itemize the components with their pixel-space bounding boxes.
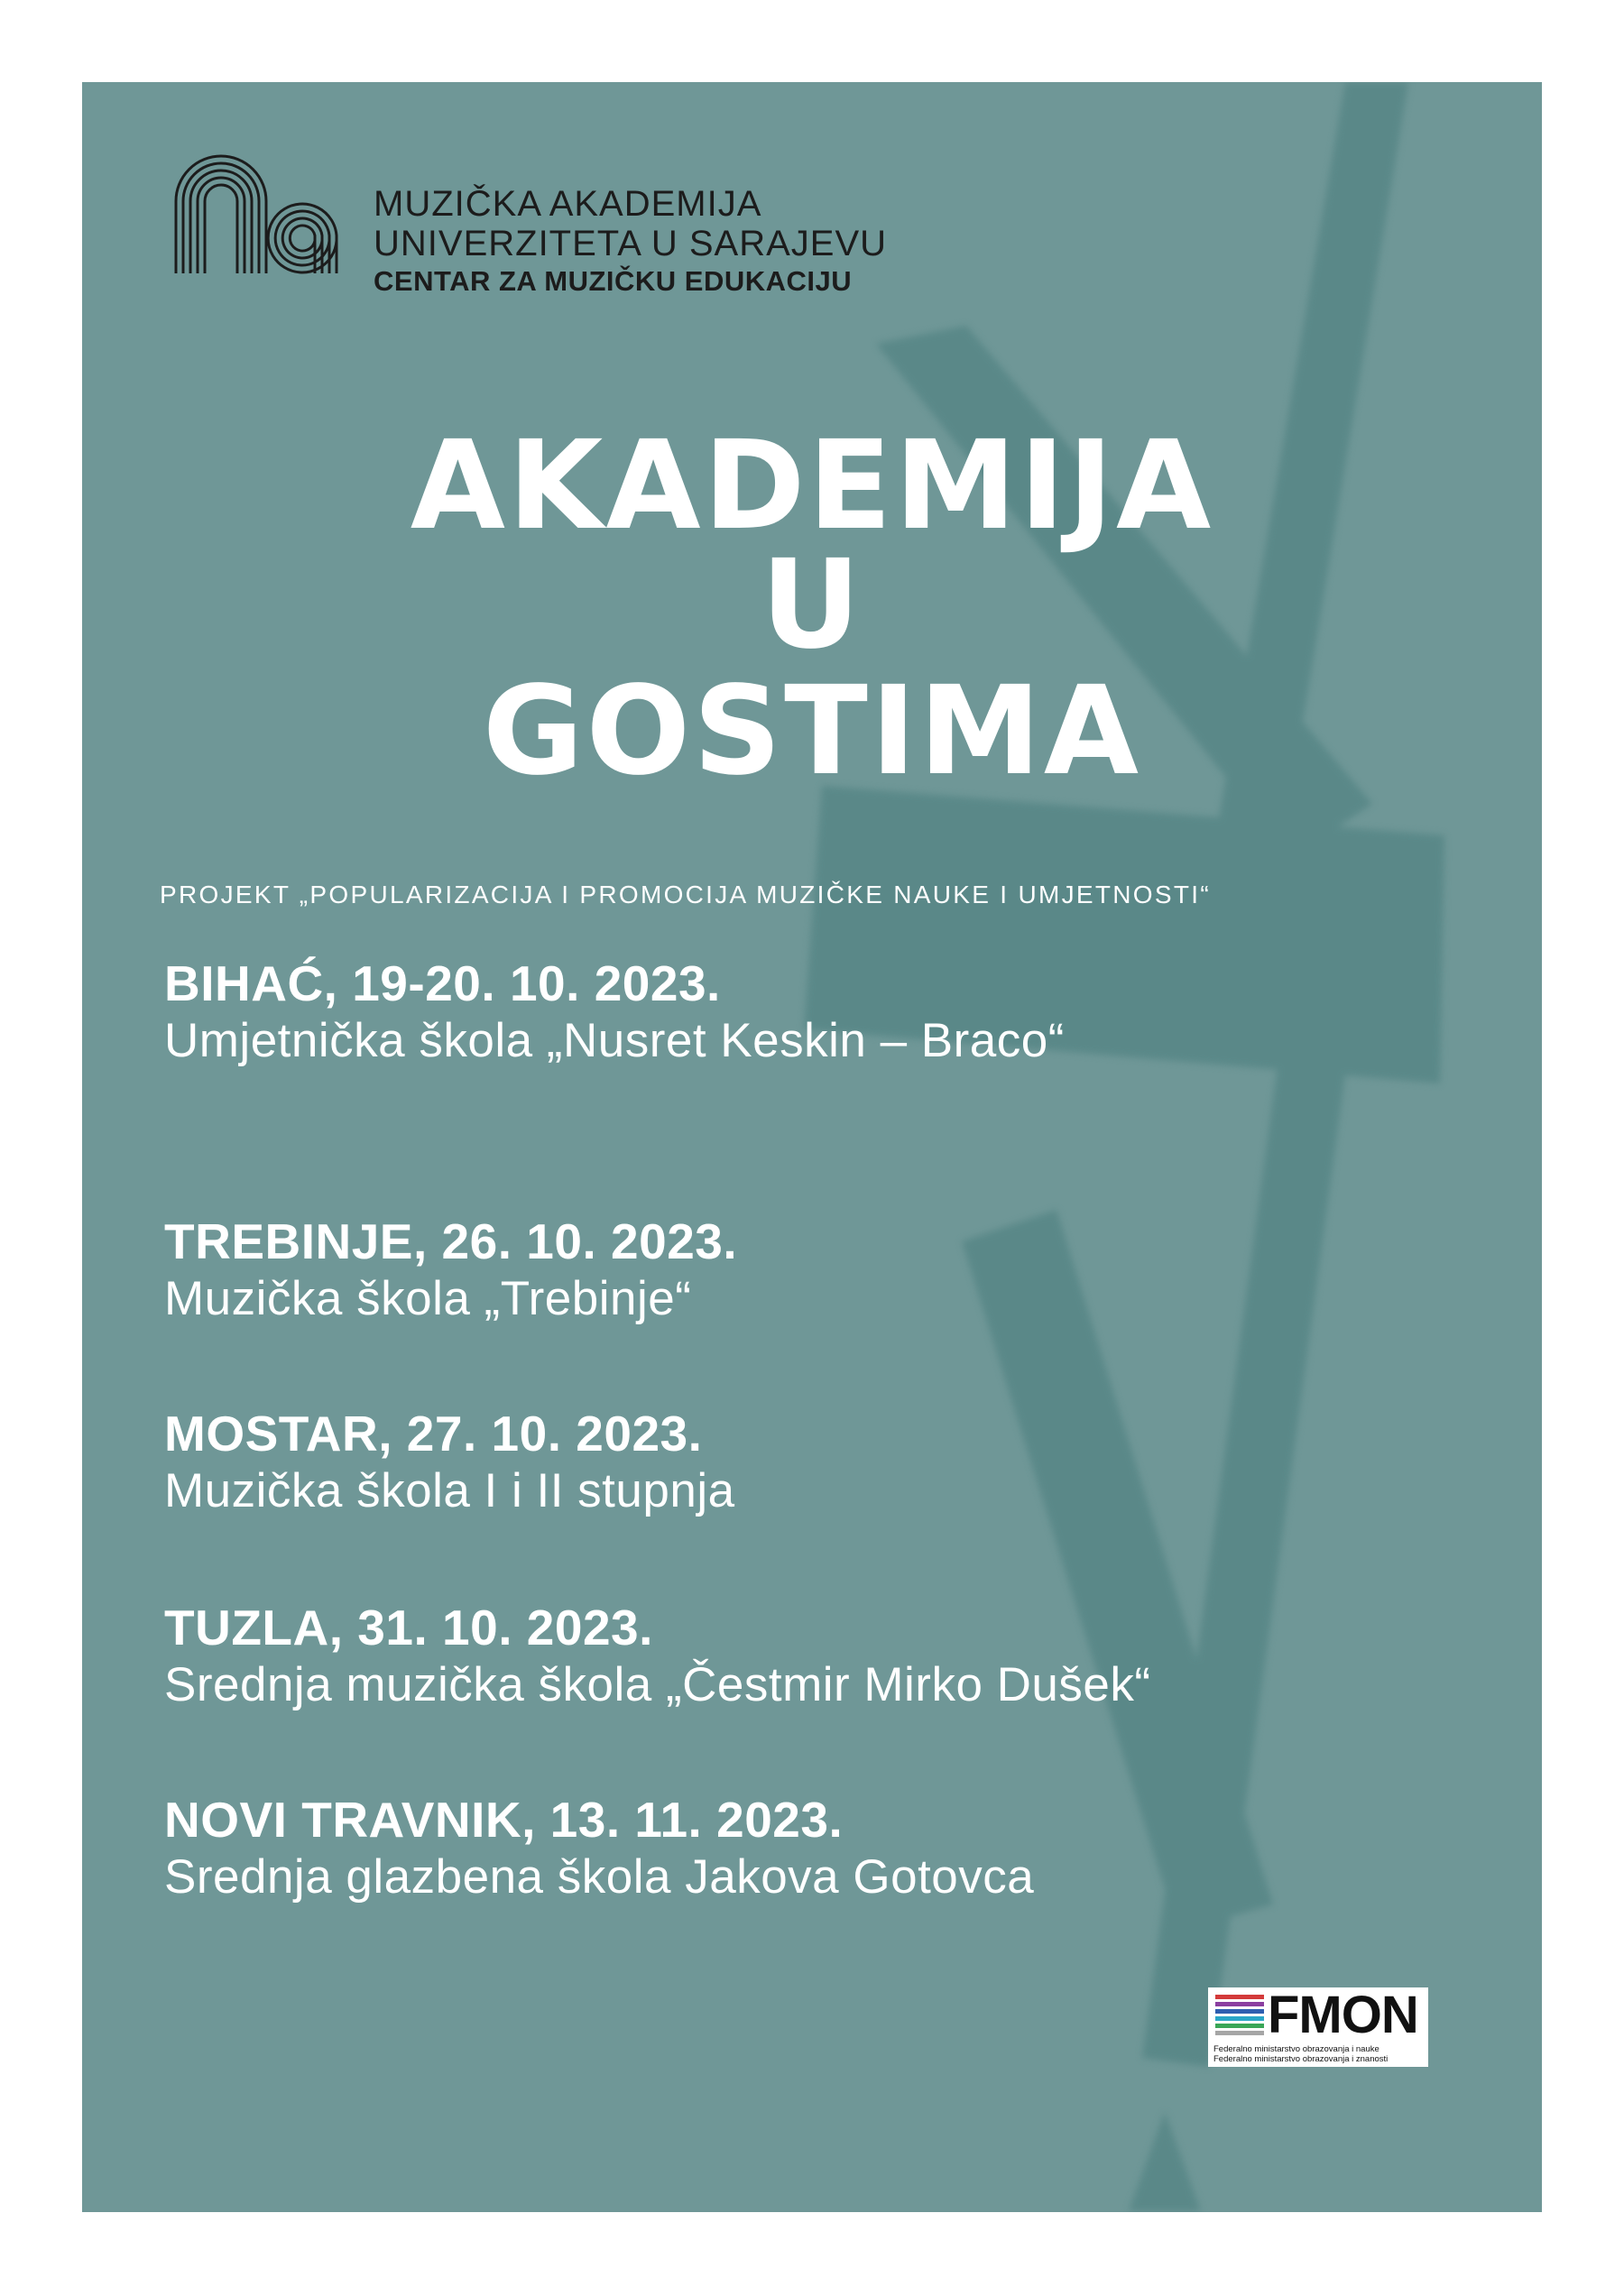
fmon-line-2: Federalno ministarstvo obrazovanja i znanosti	[1213, 2054, 1389, 2064]
event-venue: Muzička škola I i II stupnja	[164, 1464, 735, 1517]
event-item	[164, 1599, 1151, 1714]
title-line-2: U	[761, 534, 863, 677]
event-item	[164, 1213, 737, 1328]
ma-monogram-logo	[172, 152, 344, 277]
event-venue: Muzička škola „Trebinje“	[164, 1272, 692, 1325]
org-line-3: CENTAR ZA MUZIČKU EDUKACIJU	[374, 265, 853, 297]
event-venue: Srednja glazbena škola Jakova Gotovca	[164, 1850, 1035, 1904]
poster	[82, 82, 1542, 2212]
event-city-date: TUZLA, 31. 10. 2023.	[164, 1600, 653, 1655]
event-city-date: BIHAĆ, 19-20. 10. 2023.	[164, 955, 721, 1011]
title-line-3: GOSTIMA	[482, 660, 1142, 803]
event-item	[164, 1791, 1034, 1906]
event-venue: Umjetnička škola „Nusret Keskin – Braco“	[164, 1014, 1065, 1067]
event-item	[164, 954, 1065, 1070]
event-city-date: MOSTAR, 27. 10. 2023.	[164, 1406, 703, 1462]
project-subtitle: PROJEKT „POPULARIZACIJA I PROMOCIJA MUZIČKE NAUKE I UMJETNOSTI“	[160, 881, 1211, 908]
fmon-stripes-icon	[1215, 1993, 1268, 2040]
fmon-line-1: Federalno ministarstvo obrazovanja i nauke	[1213, 2044, 1379, 2054]
event-venue: Srednja muzička škola „Čestmir Mirko Dušek“	[164, 1658, 1151, 1711]
title-line-1: AKADEMIJA	[410, 415, 1214, 558]
event-city-date: NOVI TRAVNIK, 13. 11. 2023.	[164, 1792, 844, 1848]
fmon-logo	[1208, 1987, 1428, 2067]
org-line-2: UNIVERZITETA U SARAJEVU	[374, 224, 888, 263]
event-item	[164, 1405, 735, 1520]
organization-name	[374, 184, 887, 300]
org-line-1: MUZIČKA AKADEMIJA	[374, 184, 762, 224]
fmon-name: FMON	[1268, 1986, 1418, 2044]
event-city-date: TREBINJE, 26. 10. 2023.	[164, 1213, 738, 1269]
